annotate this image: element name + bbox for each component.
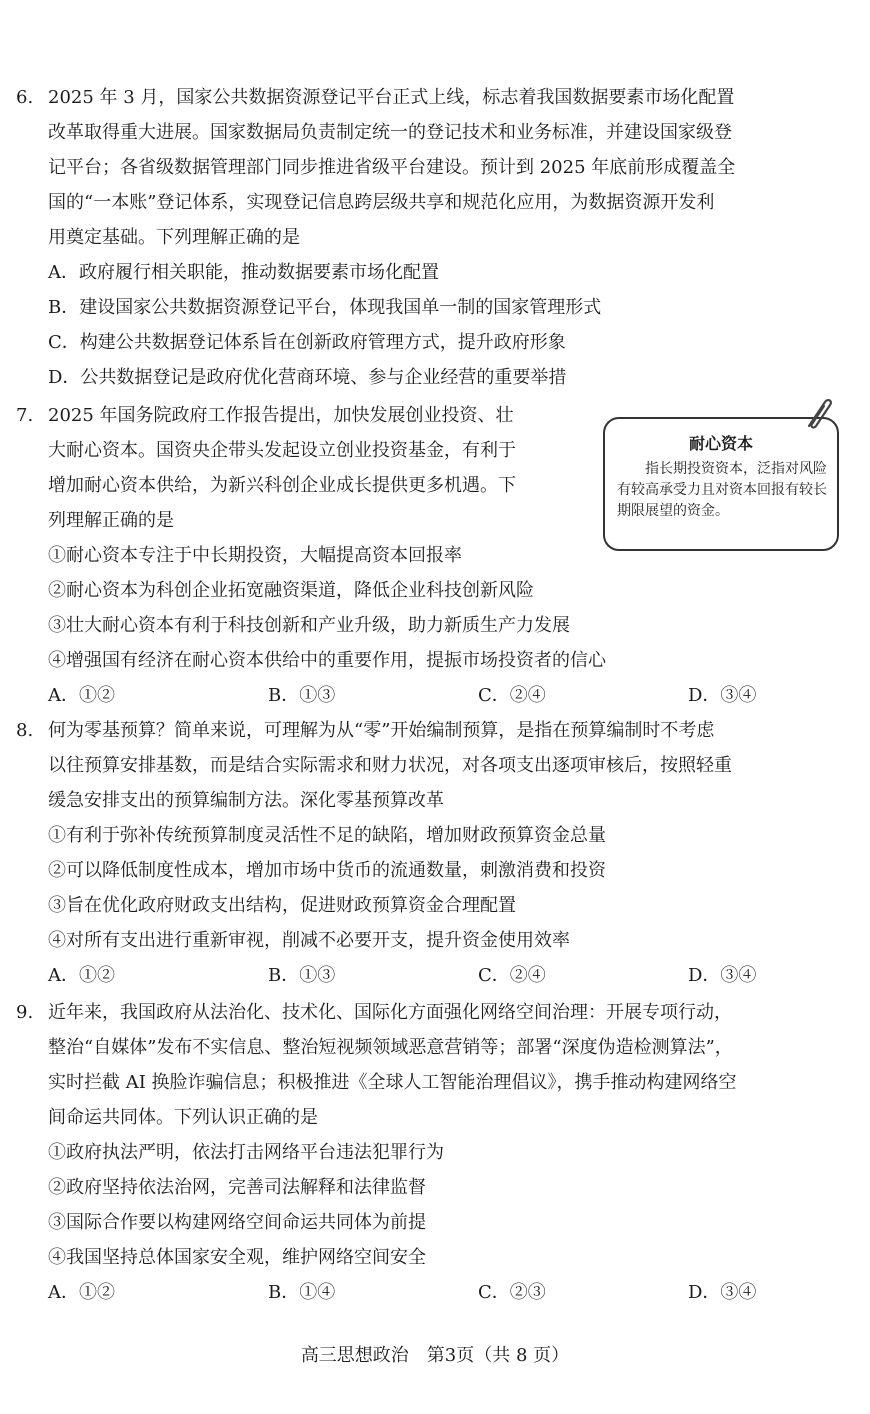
- question-8-number: 8.: [16, 720, 34, 741]
- question-8-statement: ①有利于弥补传统预算制度灵活性不足的缺陷，增加财政预算资金总量: [48, 825, 606, 846]
- question-7-line: 2025 年国务院政府工作报告提出，加快发展创业投资、壮: [48, 405, 514, 426]
- question-9-line: 间命运共同体。下列认识正确的是: [48, 1107, 318, 1128]
- question-9-number: 9.: [16, 1002, 34, 1023]
- question-6-option-a[interactable]: A．政府履行相关职能，推动数据要素市场化配置: [48, 262, 439, 283]
- question-6-line: 用奠定基础。下列理解正确的是: [48, 227, 300, 248]
- question-7-line: 列理解正确的是: [48, 510, 174, 531]
- question-6-number: 6.: [16, 87, 34, 108]
- question-8-choice-b[interactable]: B．①③: [268, 965, 336, 986]
- question-9-choice-c[interactable]: C．②③: [478, 1282, 546, 1303]
- question-8-choice-a[interactable]: A．①②: [48, 965, 115, 986]
- question-9-statement: ①政府执法严明，依法打击网络平台违法犯罪行为: [48, 1142, 444, 1163]
- question-7-statement: ④增强国有经济在耐心资本供给中的重要作用，提振市场投资者的信心: [48, 650, 606, 671]
- paperclip-icon: [800, 396, 834, 432]
- sidebar-note-box: [603, 417, 839, 551]
- question-7-statement: ②耐心资本为科创企业拓宽融资渠道，降低企业科技创新风险: [48, 580, 534, 601]
- question-9-line: 近年来，我国政府从法治化、技术化、国际化方面强化网络空间治理：开展专项行动，: [48, 1002, 732, 1023]
- question-9-choice-a[interactable]: A．①②: [48, 1282, 115, 1303]
- question-6-option-c[interactable]: C．构建公共数据登记体系旨在创新政府管理方式，提升政府形象: [48, 332, 566, 353]
- question-8-line: 缓急安排支出的预算编制方法。深化零基预算改革: [48, 790, 444, 811]
- question-7-choice-d[interactable]: D．③④: [688, 685, 757, 706]
- question-9-line: 实时拦截 AI 换脸诈骗信息；积极推进《全球人工智能治理倡议》，携手推动构建网络空: [48, 1072, 737, 1093]
- question-9-choice-d[interactable]: D．③④: [688, 1282, 757, 1303]
- question-8-choice-c[interactable]: C．②④: [478, 965, 546, 986]
- question-6-option-b[interactable]: B．建设国家公共数据资源登记平台，体现我国单一制的国家管理形式: [48, 297, 602, 318]
- question-9-line: 整治“自媒体”发布不实信息、整治短视频领域恶意营销等；部署“深度伪造检测算法”，: [48, 1037, 733, 1058]
- question-8-line: 以往预算安排基数，而是结合实际需求和财力状况，对各项支出逐项审核后，按照轻重: [48, 755, 732, 776]
- question-9-statement: ②政府坚持依法治网，完善司法解释和法律监督: [48, 1177, 426, 1198]
- question-7-line: 大耐心资本。国资央企带头发起设立创业投资基金，有利于: [48, 440, 516, 461]
- question-6-line: 国的“一本账”登记体系，实现登记信息跨层级共享和规范化应用，为数据资源开发利: [48, 192, 715, 213]
- question-7-choice-b[interactable]: B．①③: [268, 685, 336, 706]
- question-6-line: 改革取得重大进展。国家数据局负责制定统一的登记技术和业务标准，并建设国家级登: [48, 122, 732, 143]
- question-7-line: 增加耐心资本供给，为新兴科创企业成长提供更多机遇。下: [48, 475, 516, 496]
- question-8-line: 何为零基预算？简单来说，可理解为从“零”开始编制预算，是指在预算编制时不考虑: [48, 720, 715, 741]
- question-6-line: 2025 年 3 月，国家公共数据资源登记平台正式上线，标志着我国数据要素市场化配置: [48, 87, 735, 108]
- question-7-statement: ③壮大耐心资本有利于科技创新和产业升级，助力新质生产力发展: [48, 615, 570, 636]
- question-7-choice-a[interactable]: A．①②: [48, 685, 115, 706]
- sidebar-note-title: 耐心资本: [688, 434, 753, 453]
- question-9-choice-b[interactable]: B．①④: [268, 1282, 336, 1303]
- question-6-line: 记平台；各省级数据管理部门同步推进省级平台建设。预计到 2025 年底前形成覆盖全: [48, 157, 736, 178]
- question-7-number: 7.: [16, 405, 34, 426]
- question-7-choice-c[interactable]: C．②④: [478, 685, 546, 706]
- question-9-statement: ④我国坚持总体国家安全观，维护网络空间安全: [48, 1247, 426, 1268]
- question-8-statement: ④对所有支出进行重新审视，削减不必要开支，提升资金使用效率: [48, 930, 570, 951]
- question-8-statement: ③旨在优化政府财政支出结构，促进财政预算资金合理配置: [48, 895, 516, 916]
- sidebar-note-body: 指长期投资资本，泛指对风险有较高承受力且对资本回报有较长期限展望的资金。: [617, 461, 827, 519]
- question-8-choice-d[interactable]: D．③④: [688, 965, 757, 986]
- question-7-statement: ①耐心资本专注于中长期投资，大幅提高资本回报率: [48, 545, 462, 566]
- question-9-statement: ③国际合作要以构建网络空间命运共同体为前提: [48, 1212, 426, 1233]
- question-8-statement: ②可以降低制度性成本，增加市场中货币的流通数量，刺激消费和投资: [48, 860, 606, 881]
- page-footer: 高三思想政治 第3页（共 8 页）: [300, 1345, 570, 1366]
- question-6-option-d[interactable]: D．公共数据登记是政府优化营商环境、参与企业经营的重要举措: [48, 367, 567, 388]
